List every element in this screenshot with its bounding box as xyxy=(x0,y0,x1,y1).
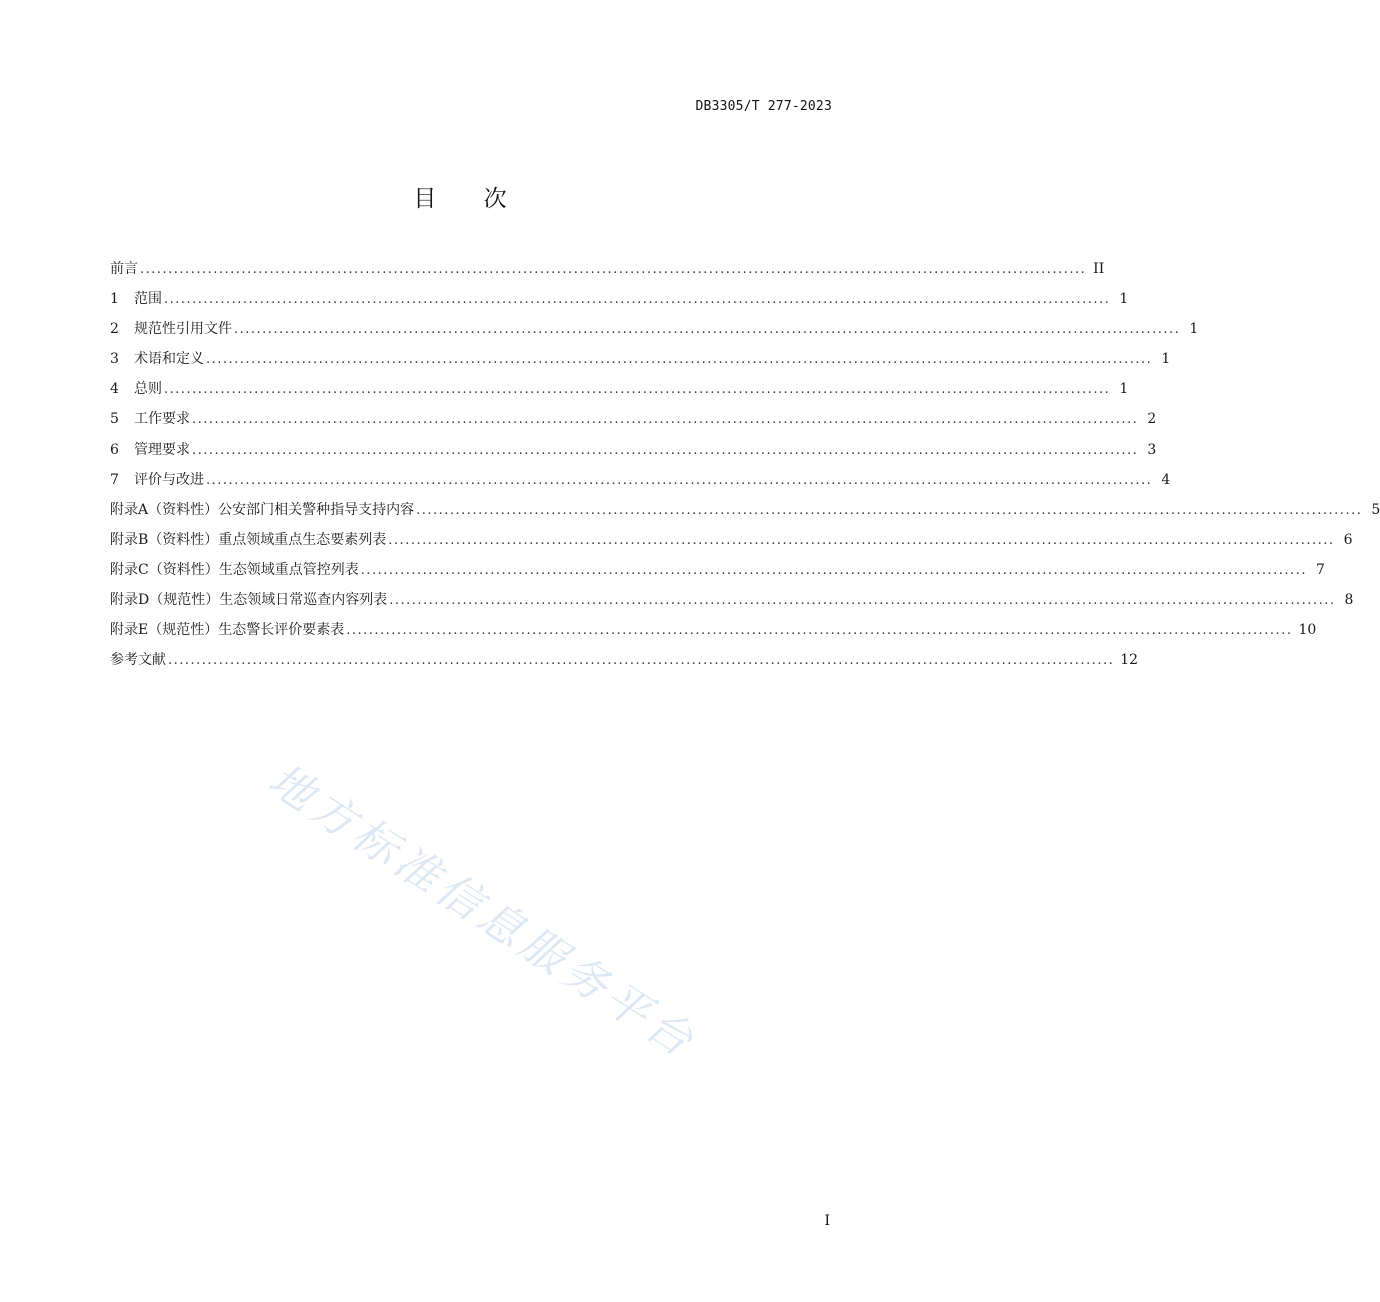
toc-entry-title: 附录A（资料性）公安部门相关警种指导支持内容 xyxy=(110,501,415,518)
toc-entry-title: 术语和定义 xyxy=(134,351,204,368)
toc-entry[interactable] xyxy=(110,649,1139,679)
toc-leader-dots: ........................................................................................................................................................................ xyxy=(192,442,1139,458)
toc-entry-page: 1 xyxy=(1119,291,1129,308)
toc-entry-page: 3 xyxy=(1147,441,1157,458)
toc-entry-title: 工作要求 xyxy=(134,411,190,428)
toc-entry-page: 12 xyxy=(1120,652,1139,669)
toc-entry-title: 附录C（资料性）生态领域重点管控列表 xyxy=(110,561,359,578)
toc-entry-number: 2 xyxy=(110,321,119,338)
toc-entry-number: 6 xyxy=(110,441,119,458)
toc-entry-title: 前言 xyxy=(110,261,138,277)
toc-entry-title: 总则 xyxy=(134,381,162,398)
toc-entry-title: 规范性引用文件 xyxy=(134,321,232,338)
toc-entry-page: 10 xyxy=(1298,622,1317,639)
toc-entry-number: 1 xyxy=(110,291,119,308)
toc-entry[interactable] xyxy=(110,439,1157,469)
toc-leader-dots: ........................................................................................................................................................................ xyxy=(192,412,1139,428)
toc-entry-title: 附录D（规范性）生态领域日常巡查内容列表 xyxy=(110,592,388,609)
toc-entry[interactable] xyxy=(110,499,1380,529)
toc-leader-dots: ........................................................................................................................................................................ xyxy=(206,472,1153,488)
toc-leader-dots: ........................................................................................................................................................................ xyxy=(388,532,1335,548)
toc-entry-number: 7 xyxy=(110,471,119,488)
toc-title: 目 次 xyxy=(413,186,527,212)
toc-entry-page: 4 xyxy=(1161,471,1171,488)
toc-entry[interactable] xyxy=(110,559,1325,589)
toc-leader-dots: ........................................................................................................................................................................ xyxy=(360,562,1307,578)
toc-entry[interactable] xyxy=(110,348,1171,378)
toc-entry-title: 参考文献 xyxy=(110,652,166,669)
toc-entry-page: 6 xyxy=(1343,531,1353,548)
toc-entry[interactable] xyxy=(110,589,1354,619)
toc-leader-dots: ........................................................................................................................................................................ xyxy=(389,593,1336,609)
toc-entry-number: 5 xyxy=(110,411,119,428)
toc-entry-title: 范围 xyxy=(134,291,162,308)
toc-entry[interactable] xyxy=(110,318,1199,348)
toc-entry-page: 2 xyxy=(1147,411,1157,428)
toc-entry[interactable] xyxy=(110,408,1157,438)
toc-leader-dots: ........................................................................................................................................................................ xyxy=(140,262,1087,277)
table-of-contents xyxy=(110,258,1380,679)
toc-entry-number: 4 xyxy=(110,381,119,398)
toc-entry-page: 1 xyxy=(1161,351,1171,368)
toc-entry-page: 1 xyxy=(1189,321,1199,338)
toc-entry-title: 管理要求 xyxy=(134,441,190,458)
toc-entry[interactable] xyxy=(110,288,1129,318)
toc-entry-page: 5 xyxy=(1371,501,1380,518)
document-code: DB3305/T 277-2023 xyxy=(695,99,832,114)
toc-leader-dots: ........................................................................................................................................................................ xyxy=(164,292,1111,308)
toc-entry[interactable] xyxy=(110,258,1105,288)
toc-entry-title: 评价与改进 xyxy=(134,471,204,488)
toc-entry[interactable] xyxy=(110,619,1317,649)
toc-entry-title: 附录E（规范性）生态警长评价要素表 xyxy=(110,622,345,639)
toc-leader-dots: ........................................................................................................................................................................ xyxy=(164,382,1111,398)
toc-leader-dots: ........................................................................................................................................................................ xyxy=(206,352,1153,368)
toc-entry[interactable] xyxy=(110,469,1171,499)
toc-entry-page: 1 xyxy=(1119,381,1129,398)
toc-entry-page: 8 xyxy=(1344,592,1354,609)
toc-leader-dots: ........................................................................................................................................................................ xyxy=(168,653,1115,669)
watermark: 地方标准信息服务平台 xyxy=(258,754,707,1070)
page-number: I xyxy=(824,1213,830,1229)
toc-entry-number: 3 xyxy=(110,351,119,368)
toc-leader-dots: ........................................................................................................................................................................ xyxy=(234,322,1181,338)
toc-leader-dots: ........................................................................................................................................................................ xyxy=(416,502,1363,518)
toc-entry-page: 7 xyxy=(1316,561,1325,578)
toc-entry-title: 附录B（资料性）重点领域重点生态要素列表 xyxy=(110,531,387,548)
toc-entry[interactable] xyxy=(110,529,1353,559)
toc-entry[interactable] xyxy=(110,378,1129,408)
toc-entry-page: II xyxy=(1093,261,1105,277)
toc-leader-dots: ........................................................................................................................................................................ xyxy=(346,623,1293,639)
